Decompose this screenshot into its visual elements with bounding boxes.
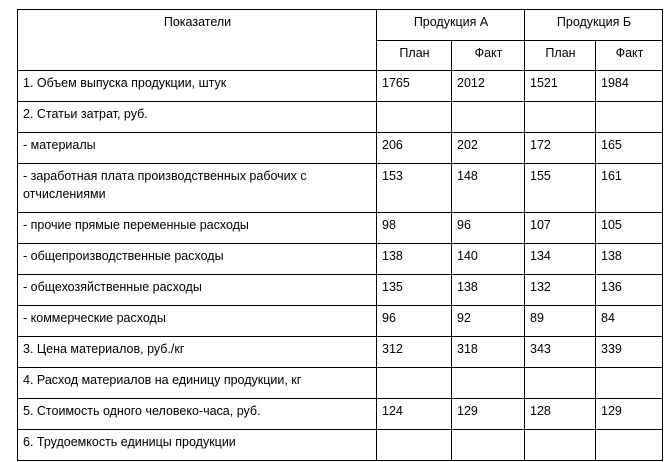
b-fact-cell [596,430,663,461]
b-plan-cell [525,368,596,399]
table-row [18,368,663,399]
table-row [18,399,663,430]
a-plan-cell: 96 [377,306,452,337]
header-b-plan: План [525,41,596,71]
b-plan-cell: 132 [525,275,596,306]
header-b-fact: Факт [596,41,663,71]
table-row [18,102,663,133]
b-fact-cell [596,368,663,399]
row-label: 1. Объем выпуска продукции, штук [18,71,377,102]
a-fact-cell [452,102,525,133]
b-plan-cell: 1521 [525,71,596,102]
a-fact-cell [452,368,525,399]
row-label: - коммерческие расходы [18,306,377,337]
b-plan-cell [525,430,596,461]
a-plan-cell: 135 [377,275,452,306]
table-row [18,133,663,164]
table-row [18,306,663,337]
b-fact-cell: 138 [596,244,663,275]
a-fact-cell: 138 [452,275,525,306]
b-plan-cell: 134 [525,244,596,275]
b-fact-cell: 84 [596,306,663,337]
a-plan-cell: 206 [377,133,452,164]
a-fact-cell: 92 [452,306,525,337]
a-plan-cell: 98 [377,213,452,244]
row-label: 4. Расход материалов на единицу продукции, кг [18,368,377,399]
b-plan-cell [525,102,596,133]
a-plan-cell [377,368,452,399]
b-fact-cell: 129 [596,399,663,430]
a-plan-cell [377,430,452,461]
table-row [18,244,663,275]
header-a-fact: Факт [452,41,525,71]
header-product-b: Продукция Б [525,10,663,41]
table-row [18,337,663,368]
indicators-table [17,9,663,461]
a-fact-cell: 148 [452,164,525,213]
a-plan-cell [377,102,452,133]
row-label: - материалы [18,133,377,164]
b-plan-cell: 89 [525,306,596,337]
header-product-a: Продукция А [377,10,525,41]
row-label: - заработная плата производственных рабочих с отчислениями [18,164,377,213]
b-fact-cell: 165 [596,133,663,164]
a-fact-cell: 318 [452,337,525,368]
a-fact-cell [452,430,525,461]
b-fact-cell: 105 [596,213,663,244]
b-plan-cell: 128 [525,399,596,430]
a-plan-cell: 153 [377,164,452,213]
b-plan-cell: 172 [525,133,596,164]
row-label: 2. Статьи затрат, руб. [18,102,377,133]
table-row [18,213,663,244]
table-row [18,430,663,461]
b-plan-cell: 343 [525,337,596,368]
a-fact-cell: 140 [452,244,525,275]
b-fact-cell: 136 [596,275,663,306]
header-a-plan: План [377,41,452,71]
a-plan-cell: 1765 [377,71,452,102]
header-row-1 [18,10,663,41]
a-fact-cell: 96 [452,213,525,244]
b-plan-cell: 107 [525,213,596,244]
row-label: 3. Цена материалов, руб./кг [18,337,377,368]
a-fact-cell: 129 [452,399,525,430]
header-indicators: Показатели [18,10,377,71]
b-fact-cell [596,102,663,133]
b-fact-cell: 161 [596,164,663,213]
table-row [18,275,663,306]
b-fact-cell: 1984 [596,71,663,102]
b-plan-cell: 155 [525,164,596,213]
row-label: 6. Трудоемкость единицы продукции [18,430,377,461]
table-row [18,164,663,213]
a-fact-cell: 2012 [452,71,525,102]
a-plan-cell: 312 [377,337,452,368]
a-plan-cell: 124 [377,399,452,430]
a-fact-cell: 202 [452,133,525,164]
table-row [18,71,663,102]
a-plan-cell: 138 [377,244,452,275]
b-fact-cell: 339 [596,337,663,368]
row-label: - общепроизводственные расходы [18,244,377,275]
row-label: - прочие прямые переменные расходы [18,213,377,244]
row-label: - общехозяйственные расходы [18,275,377,306]
row-label: 5. Стоимость одного человеко-часа, руб. [18,399,377,430]
